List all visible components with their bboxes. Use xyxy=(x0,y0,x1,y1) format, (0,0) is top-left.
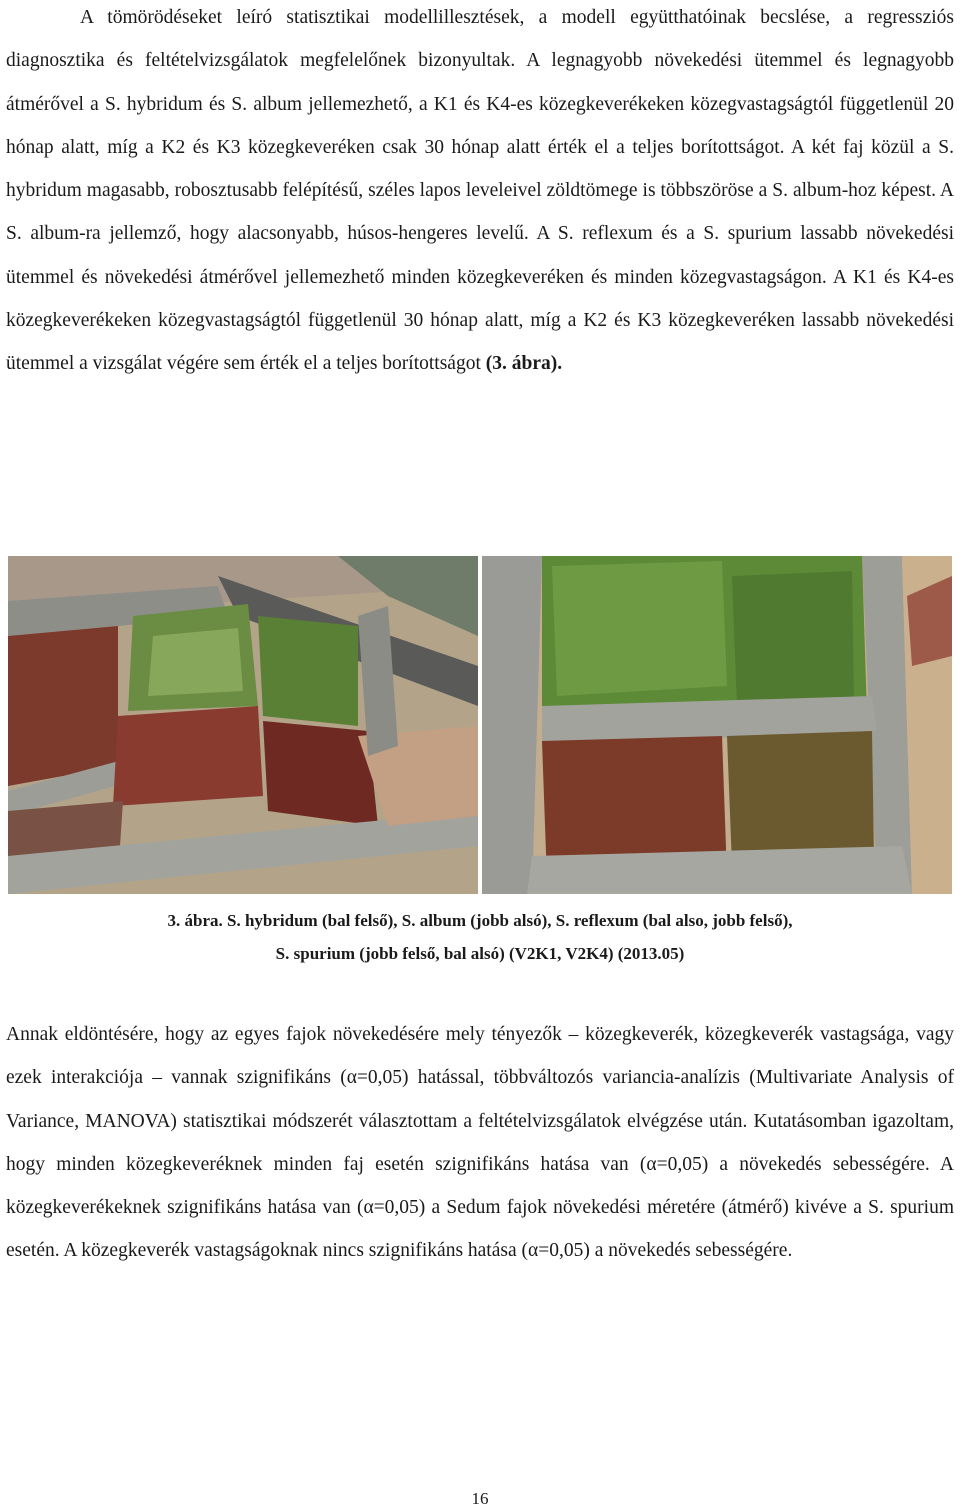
photo-right-illustration xyxy=(482,556,952,894)
page-number: 16 xyxy=(471,1489,489,1508)
photo-left-planting-boxes xyxy=(8,556,478,894)
figure-caption-line-1: 3. ábra. S. hybridum (bal felső), S. album (jobb alsó), S. reflexum (bal also, jobb felső), xyxy=(167,911,793,930)
body-paragraph-1: A tömörödéseket leíró statisztikai modellillesztések, a modell együtthatóinak becslése, a regressziós diagnosztika és feltételvizsgálatok megfelelőnek bizonyultak. A legnagyobb növekedési ütemmel és legnagyobb átmérővel a S. hybridum és S. album jellemezhető, a K1 és K4-es közegkeverékeken közegvastagságtól függetlenül 20 hónap alatt, míg a K2 és K3 közegkeveréken csak 30 hónap alatt érték el a teljes borítottságot. A két faj közül a S. hybridum magasabb, robosztusabb felépítésű, széles lapos leveleivel zöldtömege is többszöröse a S. album-hoz képest. A S. album-ra jellemző, hogy alacsonyabb, húsos-hengeres levelű. A S. reflexum és a S. spurium lassabb növekedési ütemmel és növekedési átmérővel jellemezhető minden közegkeveréken és minden közegvastagságon. A K1 és K4-es közegkeverékeken közegvastagságtól függetlenül 30 hónap alatt, míg a K2 és K3 közegkeveréken lassabb növekedési ütemmel a vizsgálat végére sem érték el a teljes borítottságot (3. ábra). xyxy=(6,7,954,375)
figure-caption-line-2: S. spurium (jobb felső, bal alsó) (V2K1, V2K4) (2013.05) xyxy=(275,944,685,963)
figure-reference: (3. ábra). xyxy=(485,353,563,375)
photo-right-planting-boxes xyxy=(482,556,952,894)
figure-photos xyxy=(8,556,952,894)
body-paragraph-2: Annak eldöntésére, hogy az egyes fajok növekedésére mely tényezők – közegkeverék, közegkeverék vastagsága, vagy ezek interakciója – vannak szignifikáns (α=0,05) hatással, többváltozós variancia-analízis (Multivariate Analysis of Variance, MANOVA) statisztikai módszerét választottam a feltételvizsgálatok elvégzése után. Kutatásomban igazoltam, hogy minden közegkeveréknek minden faj esetén szignifikáns hatása van (α=0,05) a növekedés sebességére. A közegkeverékeknek szignifikáns hatása van (α=0,05) a Sedum fajok növekedési méretére (átmérő) kivéve a S. spurium esetén. A közegkeverék vastagságoknak nincs szignifikáns hatása (α=0,05) a növekedés sebességére. xyxy=(6,1024,954,1262)
photo-left-illustration xyxy=(8,556,478,894)
